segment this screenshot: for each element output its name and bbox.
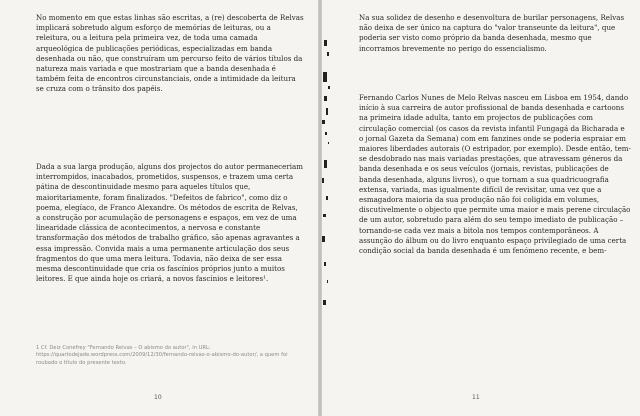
paragraph-text: Na sua solidez de desenho e desenvoltura de burilar personagens, Relvas não deixa de ser único na captura do "valor transeunte da leitura", que poderia ser visto como próprio da banda desenhada, mesmo que incorramos brevemente no perigo do essencialismo. xyxy=(359,13,625,53)
right-page xyxy=(322,0,640,416)
paragraph-text: Dada a sua larga produção, alguns dos projectos do autor permaneceriam interrompidos, inacabados, prometidos, suspensos, e trazem uma certa pátina de descontinuidade mesmo para aqueles títulos que, maioritariamente, foram finalizados. "Defeitos de fabrico", como diz o poema, elegíaco, de Franco Alexandre. Os métodos de escrita de Relvas, a construção por acumulação de personagens e espaços, em vez de uma linearidade clássica de acontecimentos, a nervosa e constante transformação dos métodos de trabalho gráfico, são apenas agravantes a essa impressão. Convida mais a uma permanente articulação dos seus fragmentos do que uma mera leitura. Todavia, não deixa de ser essa mesma descontinuidade que cria os fascínios próprios junto a muitos leitores. E que ainda hoje os criará, a novos fascínios e leitores¹. xyxy=(36,162,303,284)
page-number: 11 xyxy=(472,394,480,401)
footnote: 1 Cf. Deiz Conefrey "Fernando Relvas – O abismo do autor", in URL: https://quartodejade.wordpress.com/2009/12/30/fernando-relvas-o-abismo-do-autor/, a quem foi roubado o título do presente texto. xyxy=(36,345,288,366)
paragraph-text: No momento em que estas linhas são escritas, a (re) descoberta de Relvas implicará sobretudo algum esforço de memórias de leituras, ou a releitura, ou a leitura pela primeira vez, de toda uma camada arqueológica de publicações periódicas, especializadas em banda desenhada ou não, que construíram um percurso feito de vários títulos da natureza mais variada e que mostrariam que a banda desenhada é também feita de encontros circunstanciais, onde a intimidade da leitura se cruza com o trânsito dos papéis. xyxy=(36,13,304,94)
left-paragraph-2 xyxy=(36,162,304,284)
page-number: 10 xyxy=(154,394,162,401)
left-page xyxy=(0,0,318,416)
paragraph-text: Fernando Carlos Nunes de Melo Relvas nasceu em Lisboa em 1954, dando início à sua carreira de autor profissional de banda desenhada e cartoons na primeira idade adulta, tanto em projectos de publicações com circulação comercial (os casos da revista infantil Fungagá da Bicharada e o jornal Gazeta da Semana) com em fanzines onde se poderia espraiar em maiores liberdades autorais (O estripador, por exemplo). Desde então, tem-se desdobrado nas mais variadas prestações, que atravessam géneros da banda desenhada e os seus veículos (jornais, revistas, publicações de banda desenhada, alguns livros), o que tornam a sua quadricuografia extensa, variada, mas igualmente difícil de revisitar, uma vez que a esmagadora maioria da sua produção não foi coligida em volumes, discutivelmente o objecto que permite uma maior e mais perene circulação de um autor, sobretudo para além do seu tempo imediato de publicação – tornando-se cada vez mais a bitola nos tempos contemporâneos. A assunção do álbum ou do livro enquanto espaço privilegiado de uma certa condição social da banda desenhada é um fenómeno recente, e bem- xyxy=(359,93,631,256)
right-paragraph-2 xyxy=(359,93,631,256)
right-paragraph-1 xyxy=(359,13,631,54)
left-paragraph-1 xyxy=(36,13,304,95)
